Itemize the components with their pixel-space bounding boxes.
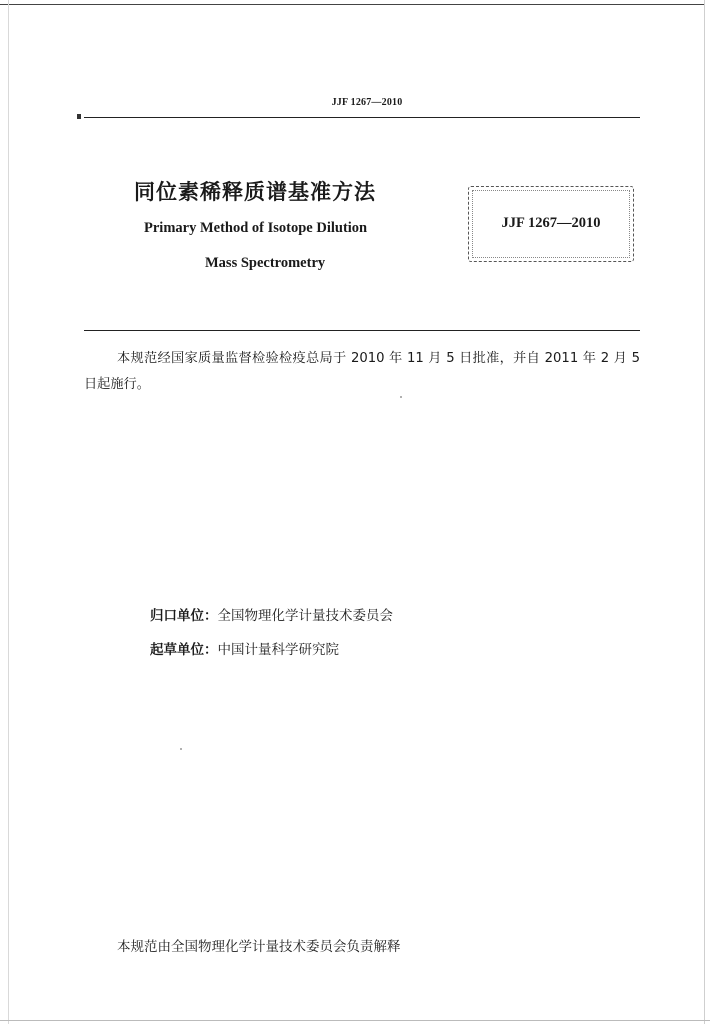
approval-statement: 本规范经国家质量监督检验检疫总局于 2010 年 11 月 5 日批准，并自 2011 年 2 月 5 日起施行。 [84, 351, 640, 392]
scan-edge-left [8, 0, 9, 1024]
title-english-line-1: Primary Method of Isotope Dilution [144, 220, 368, 236]
org-label: 起草单位： [150, 642, 218, 658]
scan-edge-right [704, 0, 705, 1024]
scan-speck [180, 748, 182, 750]
org-label: 归口单位： [150, 608, 218, 624]
org-value: 全国物理化学计量技术委员会 [217, 608, 393, 624]
scan-edge-top [0, 4, 705, 5]
title-english-line-2: Mass Spectrometry [205, 255, 326, 271]
standard-code: JJF 1267—2010 [501, 215, 601, 231]
header-rule [84, 117, 640, 118]
org-row-responsible [150, 604, 393, 624]
org-row-drafting [150, 638, 339, 658]
scan-speck [400, 396, 402, 398]
header-rule-mark [77, 114, 81, 119]
scan-edge-bottom [0, 1020, 710, 1021]
interpretation-statement: 本规范由全国物理化学计量技术委员会负责解释 [117, 939, 401, 955]
org-value: 中国计量科学研究院 [217, 642, 339, 658]
section-rule [84, 330, 640, 331]
running-header-code: JJF 1267—2010 [331, 97, 403, 108]
title-chinese: 同位素稀释质谱基准方法 [134, 180, 376, 204]
